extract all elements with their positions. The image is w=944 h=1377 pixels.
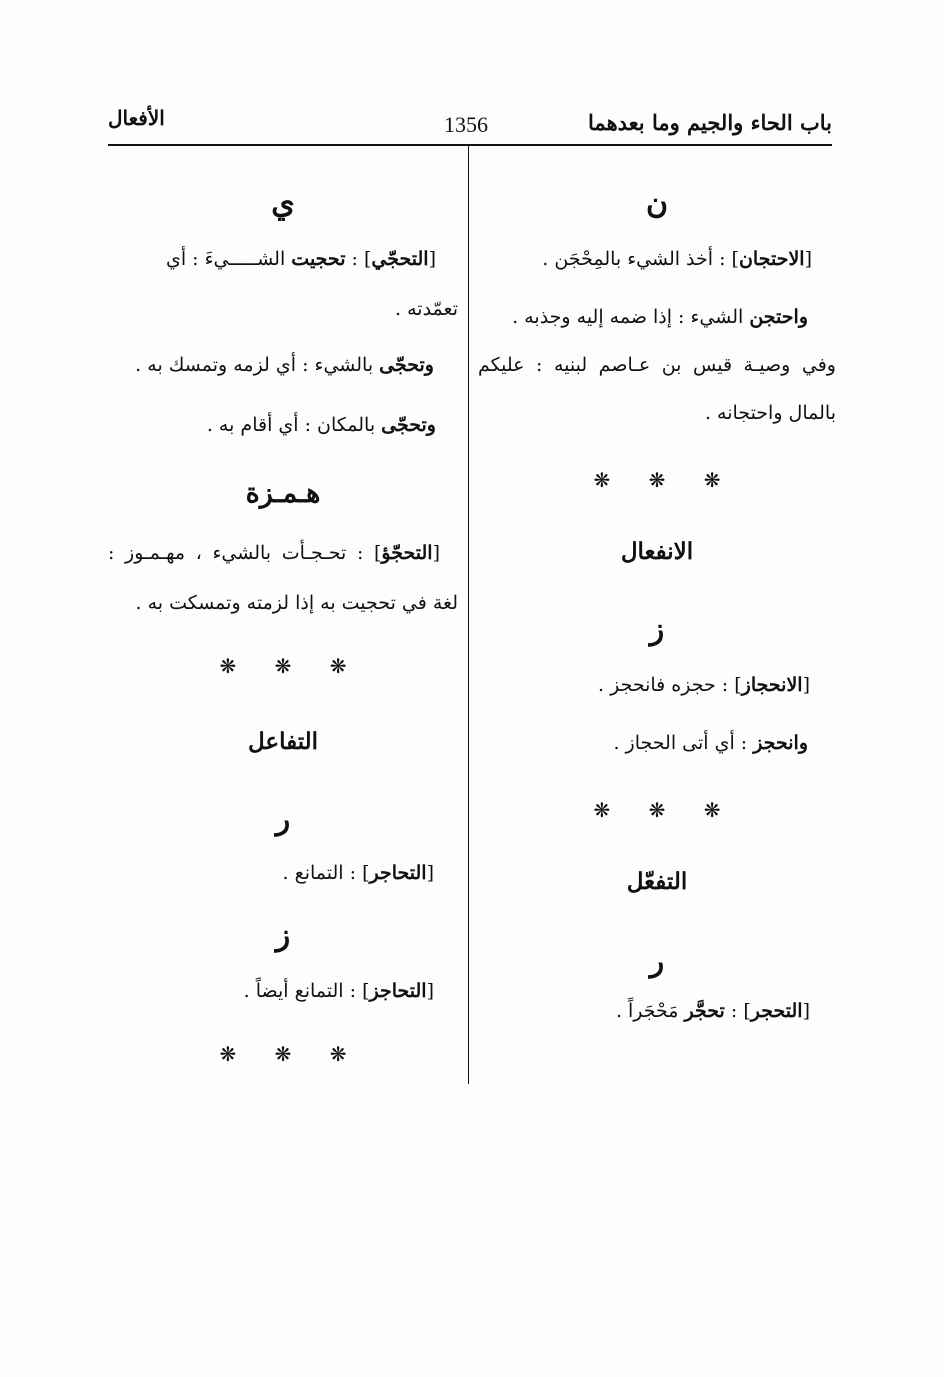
entry-headword: واحتجن — [749, 306, 808, 328]
letter-heading-ra: ر — [275, 802, 291, 837]
letter-heading-zay: ز — [649, 612, 665, 647]
entry-headword: التحاجر — [369, 862, 427, 884]
entry-bold-word: تحجيت — [291, 248, 346, 270]
entry-tahajja-2 — [108, 414, 458, 436]
entry-headword: وتحجّى — [379, 354, 434, 376]
letter-heading-nun: ن — [645, 186, 669, 221]
section-separator: ❋ ❋ ❋ — [219, 1042, 363, 1066]
entry-definition: : التمانع أيضاً . — [243, 980, 357, 1002]
entry-inhajaza — [478, 732, 836, 754]
letter-heading-ya: ي — [271, 186, 295, 221]
entry-inhijaz: [الانحجاز] : حجزه فانحجز . — [598, 674, 810, 696]
entry-ihtajana — [478, 306, 836, 328]
entry-headword: الاحتجان — [738, 248, 805, 270]
entry-definition: : تحـجـأت بالشيء ، مهـمـوز : — [108, 542, 364, 564]
entry-definition: : حجزه فانحجز . — [598, 674, 729, 696]
entry-definition: الشـــــيءَ : أي — [165, 248, 292, 270]
entry-headword: الانحجاز — [741, 674, 803, 696]
section-heading-tafaaul: التفاعل — [247, 728, 319, 755]
entry-headword: وانحجز — [753, 732, 808, 754]
header-rule — [108, 144, 832, 146]
entry-tahajja-1 — [108, 354, 458, 376]
page-header — [108, 102, 832, 148]
section-heading-hamza: هـمـزة — [245, 478, 321, 509]
letter-heading-zay: ز — [275, 918, 291, 953]
chapter-title: باب الحاء والجيم وما بعدهما — [588, 110, 832, 135]
entry-wasiya-line2: بالمال واحتجانه . — [704, 402, 836, 424]
entry-tahajuz: [التحاجز] : التمانع أيضاً . — [243, 980, 434, 1002]
entry-tahajju-line2: لغة في تحجيت به إذا لزمته وتمسكت به . — [135, 592, 458, 614]
entry-headword: التحاجز — [369, 980, 427, 1002]
column-divider — [468, 146, 469, 1084]
section-separator: ❋ ❋ ❋ — [219, 654, 363, 678]
entry-tahajjur: [التحجر] : تحجَّر مَحْجَراً . — [615, 1000, 810, 1022]
entry-tahajji-line2: تعمّدته . — [395, 298, 458, 320]
entry-bold-word: تحجَّر — [684, 1000, 725, 1022]
entry-tahajju: [التحجّؤ] : تحـجـأت بالشيء ، مهـمـوز : — [108, 542, 440, 564]
entry-ihtijan: [الاحتجان] : أخذ الشيء بالمِحْجَن . — [542, 248, 812, 270]
section-heading-tafaul: التفعّل — [626, 868, 688, 895]
entry-wasiya-line1: وفي وصيـة قيس بن عـاصم لبنيه : عليكم — [478, 354, 836, 376]
entry-headword: التحجر — [750, 1000, 803, 1022]
entry-definition: بالشيء : أي لزمه وتمسك به . — [135, 354, 380, 376]
entry-definition: الشيء : إذا ضمه إليه وجذبه . — [512, 306, 750, 328]
entry-definition: مَحْجَراً . — [615, 1000, 685, 1022]
entry-headword: وتحجّى — [381, 414, 436, 436]
section-separator: ❋ ❋ ❋ — [593, 468, 737, 492]
entry-tahajur: [التحاجر] : التمانع . — [282, 862, 434, 884]
entry-definition: بالمكان : أي أقام به . — [206, 414, 382, 436]
entry-definition: : التمانع . — [282, 862, 357, 884]
letter-heading-ra: ر — [649, 944, 665, 979]
section-heading-infial: الانفعال — [620, 538, 694, 565]
entry-definition: : أي أتى الحجاز . — [613, 732, 754, 754]
section-separator: ❋ ❋ ❋ — [593, 798, 737, 822]
entry-definition: : أخذ الشيء بالمِحْجَن . — [542, 248, 726, 270]
page-number: 1356 — [444, 112, 488, 137]
entry-headword: التحجّؤ — [381, 542, 433, 564]
entry-headword: التحجّي — [371, 248, 429, 270]
section-running-title: الأفعال — [108, 106, 165, 130]
entry-tahajji: [التحجّي] : تحجيت الشـــــيءَ : أي — [165, 248, 436, 270]
